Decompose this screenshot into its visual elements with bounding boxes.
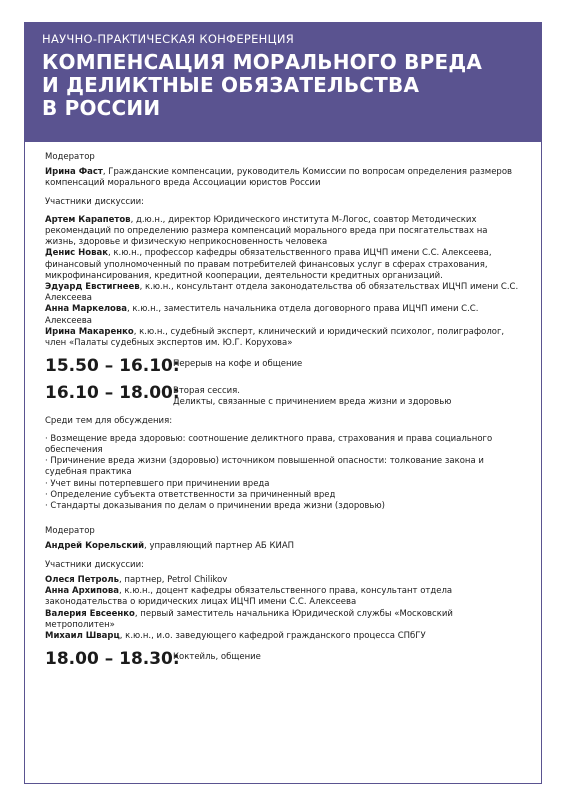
person-name: Валерия Евсеенко <box>45 608 135 619</box>
moderator-label: Модератор <box>45 526 95 537</box>
title-line: В РОССИИ <box>42 96 161 120</box>
person-desc: , к.ю.н., судебный эксперт, клинический и юридический психолог, полиграфолог, член «Палаты судебных экспертов им. Ю.Г. Корухова» <box>45 326 505 349</box>
person-desc: , партнер, Petrol Chilikov <box>119 574 228 585</box>
slot-description <box>173 383 451 408</box>
topic-item: · Определение субъекта ответственности за причиненный вред <box>45 489 336 500</box>
slot-description: Коктейль, общение <box>173 652 261 663</box>
participant-entry <box>45 575 521 586</box>
session-topic: Деликты, связанные с причинением вреда жизни и здоровью <box>173 397 452 408</box>
topic-item: · Стандарты доказывания по делам о причинении вреда жизни (здоровью) <box>45 501 385 512</box>
program-content <box>24 142 542 784</box>
person-desc: , к.ю.н., и.о. заведующего кафедрой гражданского процесса СПбГУ <box>119 630 426 641</box>
slot-description: Перерыв на кофе и общение <box>173 359 303 370</box>
header-banner <box>24 22 542 142</box>
person-name: Ирина Макаренко <box>45 326 134 337</box>
conference-kicker: НАУЧНО-ПРАКТИЧЕСКАЯ КОНФЕРЕНЦИЯ <box>42 32 295 46</box>
person-desc: , к.ю.н., заместитель начальника отдела договорного права ИЦЧП имени С.С. Алексеева <box>45 304 479 326</box>
person-name: Эдуард Евстигнеев <box>45 282 140 293</box>
topics-label: Среди тем для обсуждения: <box>45 415 173 426</box>
participant-entry <box>45 282 521 304</box>
person-desc: , к.ю.н., консультант отдела законодательства об обязательствах ИЦЧП имени С.С. Алексеева <box>45 282 519 304</box>
person-name: Артем Карапетов <box>45 214 131 225</box>
person-name: Андрей Корельский <box>45 541 145 552</box>
title-line: КОМПЕНСАЦИЯ МОРАЛЬНОГО ВРЕДА <box>42 50 483 74</box>
person-name: Ирина Фаст <box>45 167 103 178</box>
moderator-entry <box>45 167 521 189</box>
participant-entry <box>45 304 521 326</box>
time-slot: 18.00 – 18.30: <box>45 649 180 670</box>
person-desc: , к.ю.н., профессор кафедры обязательственного права ИЦЧП имени С.С. Алексеева, финансовый уполномоченный по правам потребителей финансовых услуг в сферах страхования, микрофинансирования, кредитной кооперации, деятельности кредитных организаций. <box>45 248 492 281</box>
second-session-row <box>45 383 521 408</box>
topic-item: · Учет вины потерпевшего при причинении вреда <box>45 478 270 489</box>
participant-entry <box>45 327 521 349</box>
person-desc: , Гражданские компенсации, руководитель Комиссии по вопросам определения размеров компенсаций морального вреда Ассоциации юристов России <box>45 167 513 189</box>
conference-title <box>42 51 542 120</box>
session-name: Вторая сессия. <box>173 386 240 397</box>
person-name: Олеся Петроль <box>45 574 120 585</box>
topic-item: · Причинение вреда жизни (здоровью) источником повышенной опасности: толкование закона и судебная практика <box>45 456 484 478</box>
participant-entry <box>45 631 521 642</box>
person-desc: , к.ю.н., доцент кафедры обязательственного права, консультант отдела законодательства о юридических лицах ИЦЧП имени С.С. Алексеева <box>45 586 453 608</box>
person-name: Михаил Шварц <box>45 630 120 641</box>
participants-label: Участники дискуссии: <box>45 559 144 570</box>
participant-entry <box>45 586 521 608</box>
moderator-entry <box>45 541 521 552</box>
participant-entry <box>45 248 521 282</box>
person-name: Денис Новак <box>45 248 108 259</box>
person-desc: , первый заместитель начальника Юридической службы «Московский метрополитен» <box>45 608 453 630</box>
person-desc: , управляющий партнер АБ КИАП <box>144 541 295 552</box>
participant-entry <box>45 215 521 249</box>
title-line: И ДЕЛИКТНЫЕ ОБЯЗАТЕЛЬСТВА <box>42 73 420 97</box>
time-slot: 15.50 – 16.10: <box>45 356 180 377</box>
person-name: Анна Маркелова <box>45 304 128 315</box>
topic-item: · Возмещение вреда здоровью: соотношение деликтного права, страхования и права социального обеспечения <box>45 433 493 456</box>
coffee-break-row <box>45 356 521 376</box>
participant-entry <box>45 609 521 631</box>
person-desc: , д.ю.н., директор Юридического института М-Логос, соавтор Методических рекомендаций по определению размера компенсаций морального вреда при посягательствах на жизнь, здоровье и физическую неприкосновенность человека <box>45 214 488 248</box>
moderator-label: Модератор <box>45 152 95 162</box>
participants-label: Участники дискуссии: <box>45 196 144 207</box>
time-slot: 16.10 – 18.00: <box>45 383 180 404</box>
closing-row <box>45 649 521 669</box>
person-name: Анна Архипова <box>45 586 119 597</box>
